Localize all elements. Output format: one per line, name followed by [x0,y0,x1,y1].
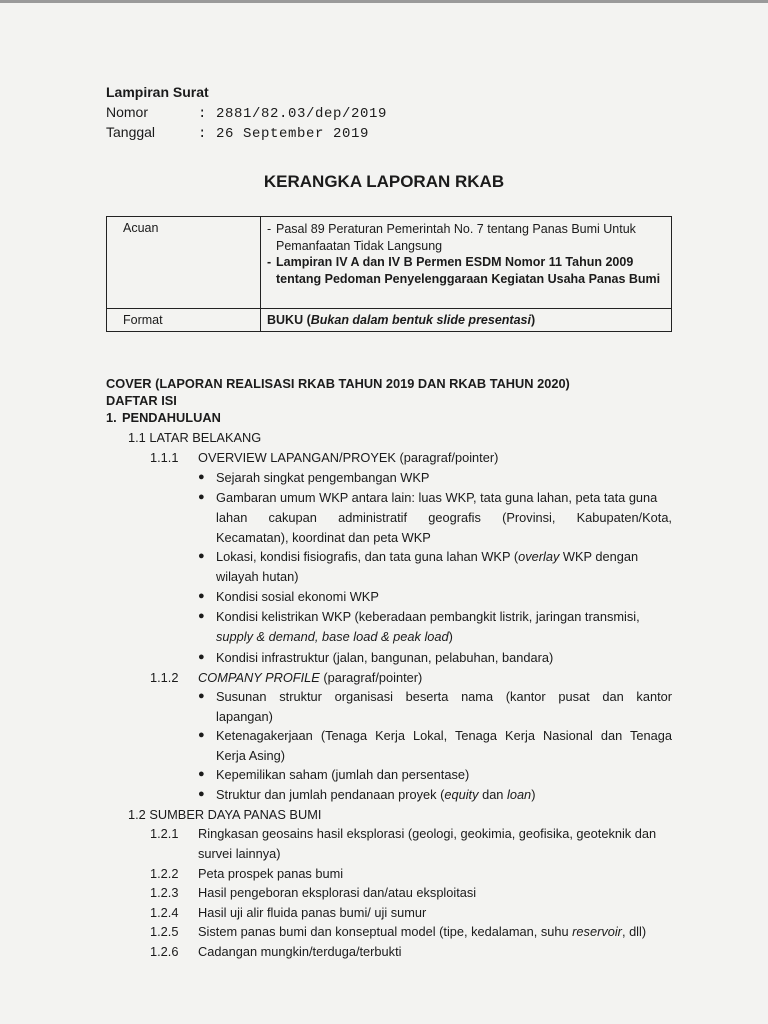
bullet-icon: ● [198,768,205,780]
nomor-label: Nomor [106,104,149,120]
chapter-1-number: 1. [106,410,117,425]
section-1-1-1: OVERVIEW LAPANGAN/PROYEK (paragraf/pointer) [198,450,499,465]
format-row [107,309,672,332]
bullet-icon: ● [198,610,205,622]
list-item: Sejarah singkat pengembangan WKP [216,470,430,485]
section-1-1-1-number: 1.1.1 [150,450,179,465]
section-1-2-1-continuation: survei lainnya) [198,846,281,861]
document-title: KERANGKA LAPORAN RKAB [263,172,505,191]
daftar-isi-heading: DAFTAR ISI [106,393,177,408]
page-top-edge [0,0,768,3]
section-1-2-6-number: 1.2.6 [150,944,179,959]
list-item: Gambaran umum WKP antara lain: luas WKP, tata guna lahan, peta tata guna [216,490,658,505]
nomor-row [106,104,387,122]
format-label: Format [107,309,261,332]
chapter-1-heading: PENDAHULUAN [122,410,221,425]
list-item-continuation: supply & demand, base load & peak load) [216,629,453,644]
reference-table [106,216,672,332]
section-1-2-1: Ringkasan geosains hasil eksplorasi (geologi, geokimia, geofisika, geoteknik dan [198,826,657,841]
list-item: Ketenagakerjaan (Tenaga Kerja Lokal, Tenaga Kerja Nasional dan Tenaga [216,728,672,743]
list-item-continuation: lapangan) [216,709,273,724]
acuan-item: - Lampiran IV A dan IV B Permen ESDM Nomor 11 Tahun 2009 tentang Pedoman Penyelenggaraan Kegiatan Usaha Panas Bumi [267,255,661,286]
bullet-icon: ● [198,550,205,562]
cover-heading: COVER (LAPORAN REALISASI RKAB TAHUN 2019 DAN RKAB TAHUN 2020) [106,376,570,391]
list-item: Lokasi, kondisi fisiografis, dan tata guna lahan WKP (overlay WKP dengan [216,549,639,564]
section-1-1-2: COMPANY PROFILE (paragraf/pointer) [198,670,423,685]
acuan-item: - Pasal 89 Peraturan Pemerintah No. 7 tentang Panas Bumi Untuk Pemanfaatan Tidak Langsung [267,222,636,253]
list-item: Susunan struktur organisasi beserta nama (kantor pusat dan kantor [216,689,672,704]
list-item-continuation: lahan cakupan administratif geografis (Provinsi, Kabupaten/Kota, [216,510,672,525]
list-item: Kondisi kelistrikan WKP (keberadaan pembangkit listrik, jaringan transmisi, [216,609,640,624]
section-1-2-6: Cadangan mungkin/terduga/terbukti [198,944,402,959]
acuan-label: Acuan [107,217,261,309]
list-item: Struktur dan jumlah pendanaan proyek (equity dan loan) [216,787,536,802]
bullet-icon: ● [198,788,205,800]
format-value: BUKU (Bukan dalam bentuk slide presentasi) [261,309,672,332]
section-1-2-4: Hasil uji alir fluida panas bumi/ uji sumur [198,905,427,920]
attachment-title: Lampiran Surat [106,84,209,100]
bullet-icon: ● [198,729,205,741]
tanggal-label: Tanggal [106,124,156,140]
acuan-content [261,217,672,309]
section-1-2: 1.2 SUMBER DAYA PANAS BUMI [128,807,322,822]
list-item: Kondisi sosial ekonomi WKP [216,589,379,604]
acuan-row [107,217,672,309]
bullet-icon: ● [198,651,205,663]
section-1-2-3-number: 1.2.3 [150,885,179,900]
list-item-continuation: Kecamatan), koordinat dan peta WKP [216,530,431,545]
section-1-2-4-number: 1.2.4 [150,905,179,920]
list-item: Kepemilikan saham (jumlah dan persentase) [216,767,470,782]
section-1-2-5: Sistem panas bumi dan konseptual model (tipe, kedalaman, suhu reservoir, dll) [198,924,647,939]
bullet-icon: ● [198,690,205,702]
list-item-continuation: Kerja Asing) [216,748,285,763]
tanggal-row [106,124,369,142]
section-1-2-1-number: 1.2.1 [150,826,179,841]
bullet-icon: ● [198,590,205,602]
tanggal-value: : 26 September 2019 [198,126,370,142]
section-1-2-3: Hasil pengeboran eksplorasi dan/atau eksploitasi [198,885,477,900]
section-1-2-2-number: 1.2.2 [150,866,179,881]
section-1-2-2: Peta prospek panas bumi [198,866,344,881]
section-1-2-5-number: 1.2.5 [150,924,179,939]
section-1-1: 1.1 LATAR BELAKANG [128,430,262,445]
bullet-icon: ● [198,491,205,503]
list-item: Kondisi infrastruktur (jalan, bangunan, pelabuhan, bandara) [216,650,554,665]
nomor-value: : 2881/82.03/dep/2019 [198,106,388,122]
bullet-icon: ● [198,471,205,483]
list-item-continuation: wilayah hutan) [216,569,299,584]
section-1-1-2-number: 1.1.2 [150,670,179,685]
